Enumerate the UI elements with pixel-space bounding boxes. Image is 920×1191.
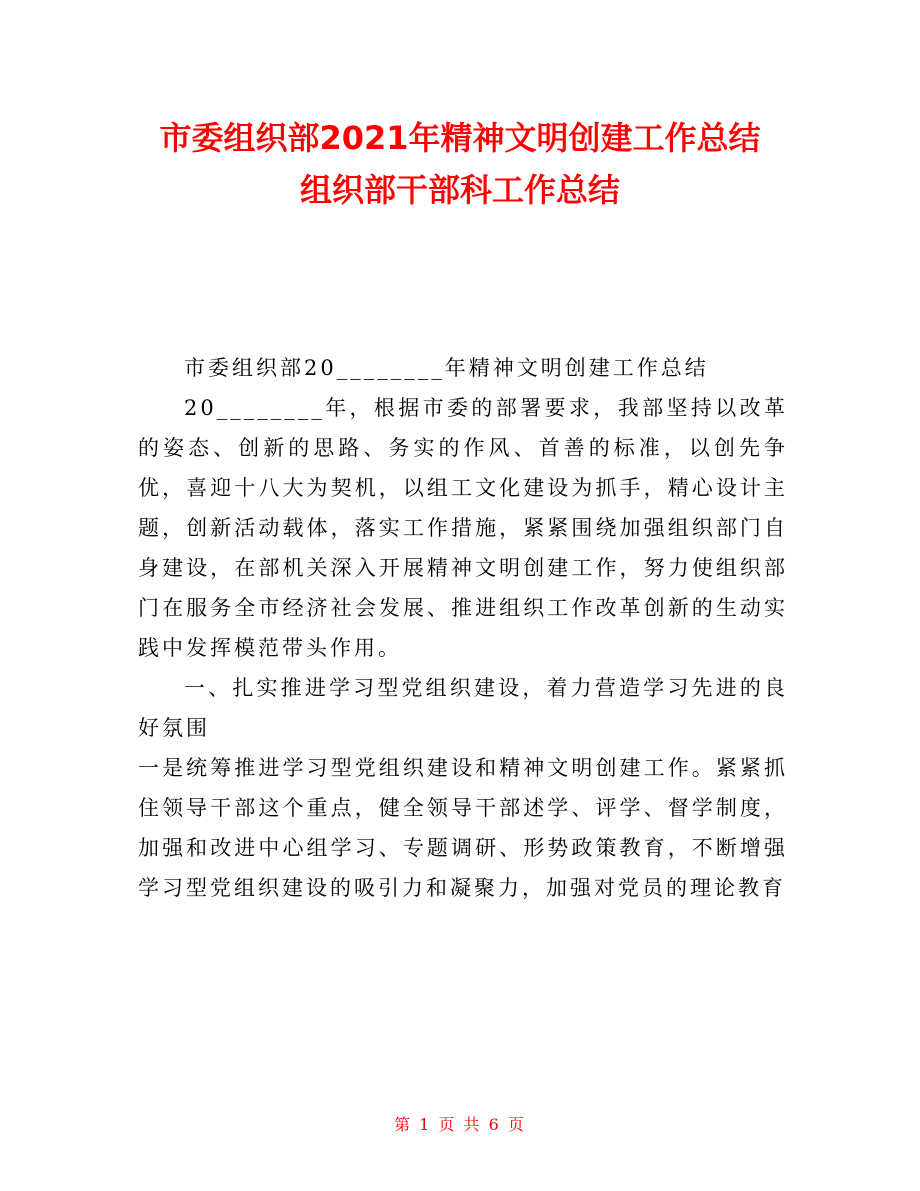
paragraph-section-1: 一是统筹推进学习型党组织建设和精神文明创建工作。紧紧抓住领导干部这个重点，健全领导干部述学、评学、督学制度，加强和改进中心组学习、专题调研、形势政策教育，不断增强学习型党组织建设的吸引力和凝聚力，加强对党员的理论教育 [138, 756, 788, 900]
document-title [0, 112, 920, 216]
document-body [138, 348, 788, 908]
title-line-1: 市委组织部2021年精神文明创建工作总结 [159, 119, 761, 157]
page-footer: 第 1 页 共 6 页 [394, 1115, 526, 1134]
title-line-2: 组织部干部科工作总结 [299, 171, 620, 209]
paragraph-subtitle: 市委组织部20________年精神文明创建工作总结 [184, 356, 709, 380]
paragraph-intro: 20________年，根据市委的部署要求，我部坚持以改革的姿态、创新的思路、务实的作风、首善的标准，以创先争优，喜迎十八大为契机，以组工文化建设为抓手，精心设计主题，创新活动载体，落实工作措施，紧紧围绕加强组织部门自身建设，在部机关深入开展精神文明创建工作，努力使组织部门在服务全市经济社会发展、推进组织工作改革创新的生动实践中发挥模范带头作用。 [138, 396, 788, 660]
section-heading-1: 一、扎实推进学习型党组织建设，着力营造学习先进的良好氛围 [138, 676, 788, 740]
